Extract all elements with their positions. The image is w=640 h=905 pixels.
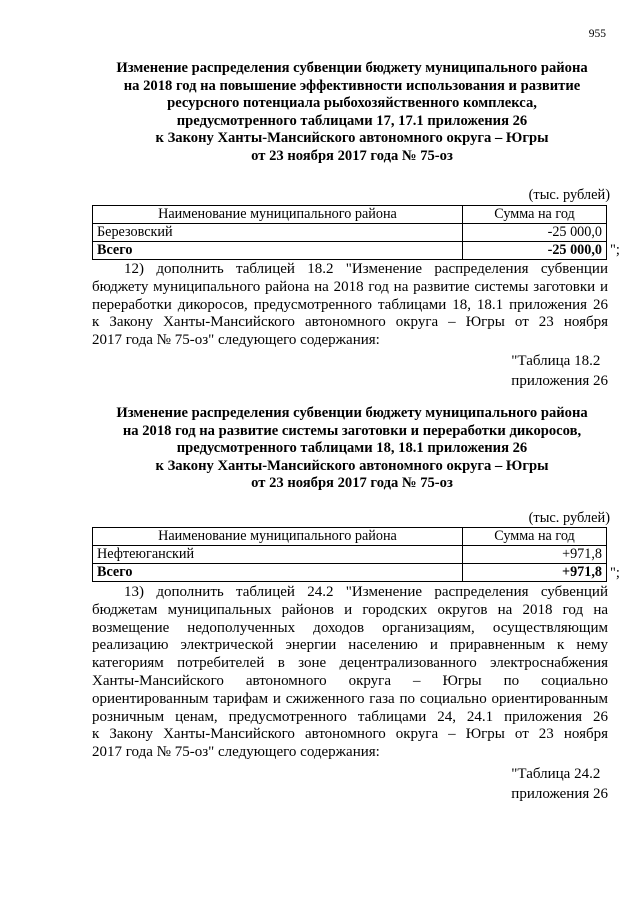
col-header-sum: Сумма на год	[463, 206, 607, 224]
paragraph-line: бюджетам муниципальных районов и городских округов на 2018 год на	[92, 601, 608, 618]
paragraph-line: ориентированным тарифам и сжиженного газа по социально ориентированным	[92, 690, 608, 707]
heading-line: на 2018 год на повышение эффективности использования и развитие	[123, 77, 581, 94]
paragraph-line: к Закону Ханты-Мансийского автономного округа – Югры от 23 ноября	[92, 314, 608, 331]
paragraph-line: реализацию электрической энергии населению и приравненным к нему	[92, 637, 608, 654]
col-header-sum: Сумма на год	[463, 528, 607, 546]
total-label: Всего	[93, 242, 463, 260]
paragraph-12	[92, 261, 608, 350]
paragraph-line: возмещение недополученных доходов организациям, осуществляющим	[92, 619, 608, 636]
paragraph-line: бюджету муниципального района на 2018 год на развитие системы заготовки и	[92, 278, 608, 295]
units-label: (тыс. рублей)	[528, 187, 610, 203]
heading-line: Изменение распределения субвенции бюджету муниципального района	[116, 60, 588, 76]
page-number: 955	[588, 28, 606, 40]
col-header-name: Наименование муниципального района	[93, 528, 463, 546]
heading-line: предусмотренного таблицами 17, 17.1 приложения 26	[176, 112, 528, 129]
district-sum: -25 000,0	[463, 224, 607, 242]
col-header-name: Наименование муниципального района	[93, 206, 463, 224]
paragraph-13	[92, 584, 608, 762]
table-total-row	[93, 242, 607, 260]
district-name: Нефтеюганский	[93, 546, 463, 564]
section1-table	[92, 205, 607, 260]
ref-line: "Таблица 24.2	[511, 766, 601, 782]
table-row	[93, 224, 607, 242]
heading-line: к Закону Ханты-Мансийского автономного округа – Югры	[155, 130, 549, 147]
table-ref-18-2	[511, 351, 608, 391]
paragraph-line: 2017 года № 75-оз" следующего содержания:	[92, 332, 380, 349]
section1-heading	[92, 60, 612, 166]
paragraph-line: к Закону Ханты-Мансийского автономного округа – Югры от 23 ноября	[92, 726, 608, 743]
heading-line: Изменение распределения субвенции бюджету муниципального района	[116, 405, 588, 421]
section2-table	[92, 527, 607, 582]
table-row	[93, 546, 607, 564]
heading-line: предусмотренного таблицами 18, 18.1 приложения 26	[176, 440, 528, 457]
paragraph-line: розничным ценам, предусмотренного таблицами 24, 24.1 приложения 26	[92, 708, 608, 725]
ref-line: приложения 26	[511, 786, 608, 802]
paragraph-line: категориям потребителей в зоне децентрализованного электроснабжения	[92, 655, 608, 672]
units-label: (тыс. рублей)	[528, 510, 610, 526]
total-sum: -25 000,0	[463, 242, 607, 260]
closing-quote: ";	[610, 242, 620, 258]
closing-quote: ";	[610, 565, 620, 581]
heading-line: от 23 ноября 2017 года № 75-оз	[251, 475, 453, 492]
table-total-row	[93, 564, 607, 582]
table-header-row	[93, 528, 607, 546]
district-name: Березовский	[93, 224, 463, 242]
ref-line: приложения 26	[511, 373, 608, 389]
ref-line: "Таблица 18.2	[511, 353, 601, 369]
total-label: Всего	[93, 564, 463, 582]
district-sum: +971,8	[463, 546, 607, 564]
heading-line: на 2018 год на развитие системы заготовки и переработки дикоросов,	[122, 422, 582, 439]
paragraph-line: переработки дикоросов, предусмотренного таблицами 18, 18.1 приложения 26	[92, 296, 608, 313]
section2-heading	[92, 405, 612, 493]
table-ref-24-2	[511, 764, 608, 804]
table-header-row	[93, 206, 607, 224]
paragraph-line: 13) дополнить таблицей 24.2 "Изменение распределения субвенций	[124, 584, 608, 600]
heading-line: к Закону Ханты-Мансийского автономного округа – Югры	[155, 457, 549, 474]
paragraph-line: Ханты-Мансийского автономного округа – Югры по социально	[92, 672, 608, 689]
total-sum: +971,8	[463, 564, 607, 582]
heading-line: ресурсного потенциала рыбохозяйственного комплекса,	[167, 95, 537, 112]
paragraph-line: 12) дополнить таблицей 18.2 "Изменение распределения субвенции	[124, 261, 608, 277]
paragraph-line: 2017 года № 75-оз" следующего содержания:	[92, 744, 380, 761]
heading-line: от 23 ноября 2017 года № 75-оз	[251, 147, 453, 164]
